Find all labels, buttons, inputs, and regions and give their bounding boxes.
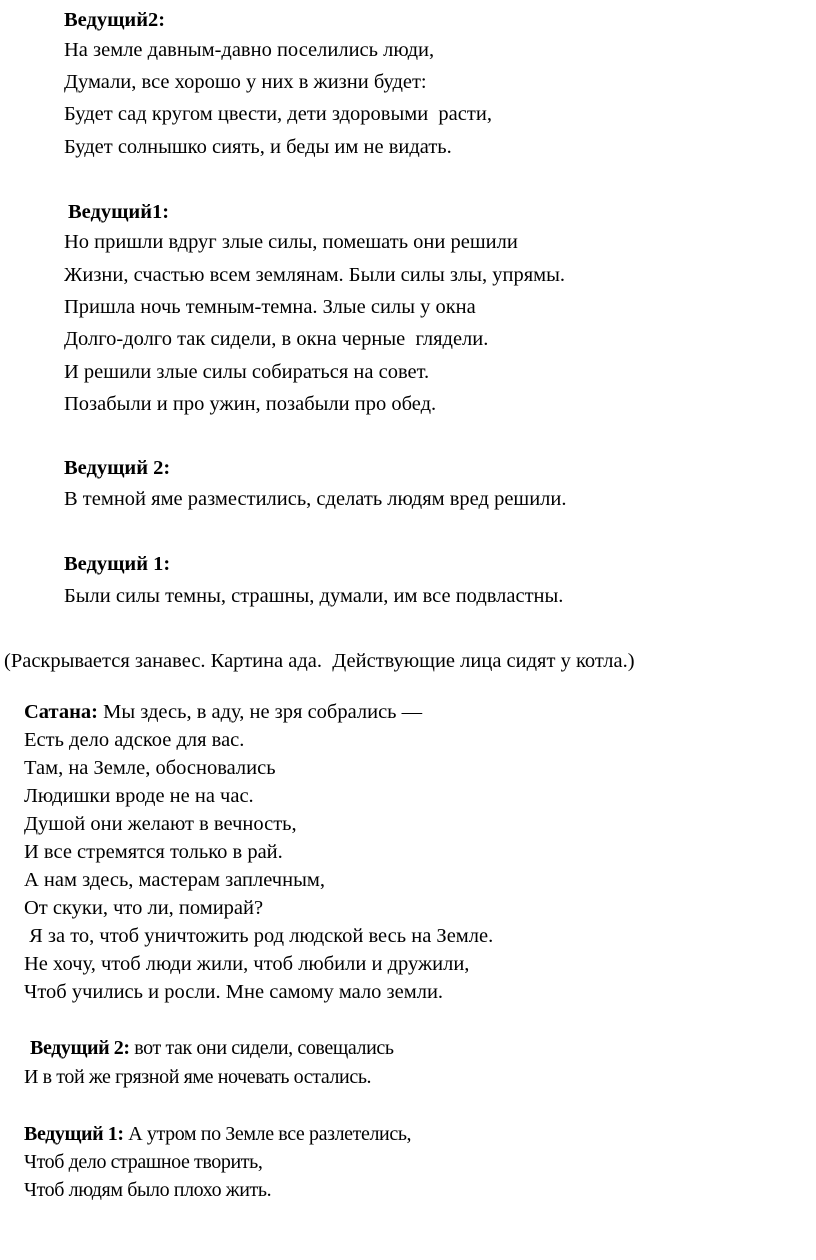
speaker-heading: Ведущий 2: — [64, 457, 171, 479]
verse-text: вот так они сидели, совещались — [129, 1037, 394, 1059]
verse-line: Будет солнышко сиять, и беды им не видать. — [64, 136, 452, 158]
verse-line: И в той же грязной яме ночевать остались. — [24, 1066, 372, 1088]
verse-line: Долго-долго так сидели, в окна черные глядели. — [64, 328, 489, 350]
speaker-label: Сатана: — [24, 701, 98, 723]
verse-line: Позабыли и про ужин, позабыли про обед. — [64, 393, 437, 415]
verse-line: Будет сад кругом цвести, дети здоровыми расти, — [64, 103, 492, 125]
verse-line: От скуки, что ли, помирай? — [24, 897, 264, 919]
verse-line: Там, на Земле, обосновались — [24, 757, 276, 779]
verse-line: А нам здесь, мастерам заплечным, — [24, 869, 325, 891]
verse-line: И решили злые силы собираться на совет. — [64, 361, 430, 383]
verse-text: А утром по Земле все разлетелись, — [123, 1123, 412, 1145]
verse-line: И все стремятся только в рай. — [24, 841, 283, 863]
stage-direction: (Раскрывается занавес. Картина ада. Действующие лица сидят у котла.) — [4, 650, 635, 672]
verse-line: Но пришли вдруг злые силы, помешать они решили — [64, 231, 518, 253]
speaker-heading: Ведущий1: — [68, 201, 170, 223]
speaker-label: Ведущий 1: — [24, 1123, 124, 1145]
satan-first-line — [24, 702, 422, 723]
verse-line: Чтоб учились и росли. Мне самому мало земли. — [24, 981, 444, 1003]
verse-line: Чтоб дело страшное творить, — [24, 1151, 263, 1173]
verse-line: В темной яме разместились, сделать людям вред решили. — [64, 488, 567, 510]
speaker-heading: Ведущий 1: — [64, 553, 171, 575]
speaker-heading: Ведущий2: — [64, 9, 166, 31]
verse-line: Я за то, чтоб уничтожить род людской весь на Земле. — [24, 925, 494, 947]
verse-line: Людишки вроде не на час. — [24, 785, 254, 807]
verse-line: Думали, все хорошо у них в жизни будет: — [64, 71, 427, 93]
leader-first-line — [24, 1124, 411, 1144]
verse-line: Не хочу, чтоб люди жили, чтоб любили и дружили, — [24, 953, 470, 975]
verse-line: Душой они желают в вечность, — [24, 813, 297, 835]
verse-line: Чтоб людям было плохо жить. — [24, 1179, 272, 1201]
verse-line: Были силы темны, страшны, думали, им все подвластны. — [64, 585, 564, 607]
verse-line: Пришла ночь темным-темна. Злые силы у окна — [64, 296, 476, 318]
verse-text: Мы здесь, в аду, не зря собрались — — [97, 701, 423, 723]
leader-first-line — [30, 1038, 394, 1058]
verse-line: Есть дело адское для вас. — [24, 729, 245, 751]
verse-line: Жизни, счастью всем землянам. Были силы злы, упрямы. — [64, 264, 565, 286]
verse-line: На земле давным-давно поселились люди, — [64, 39, 435, 61]
speaker-label: Ведущий 2: — [30, 1037, 130, 1059]
